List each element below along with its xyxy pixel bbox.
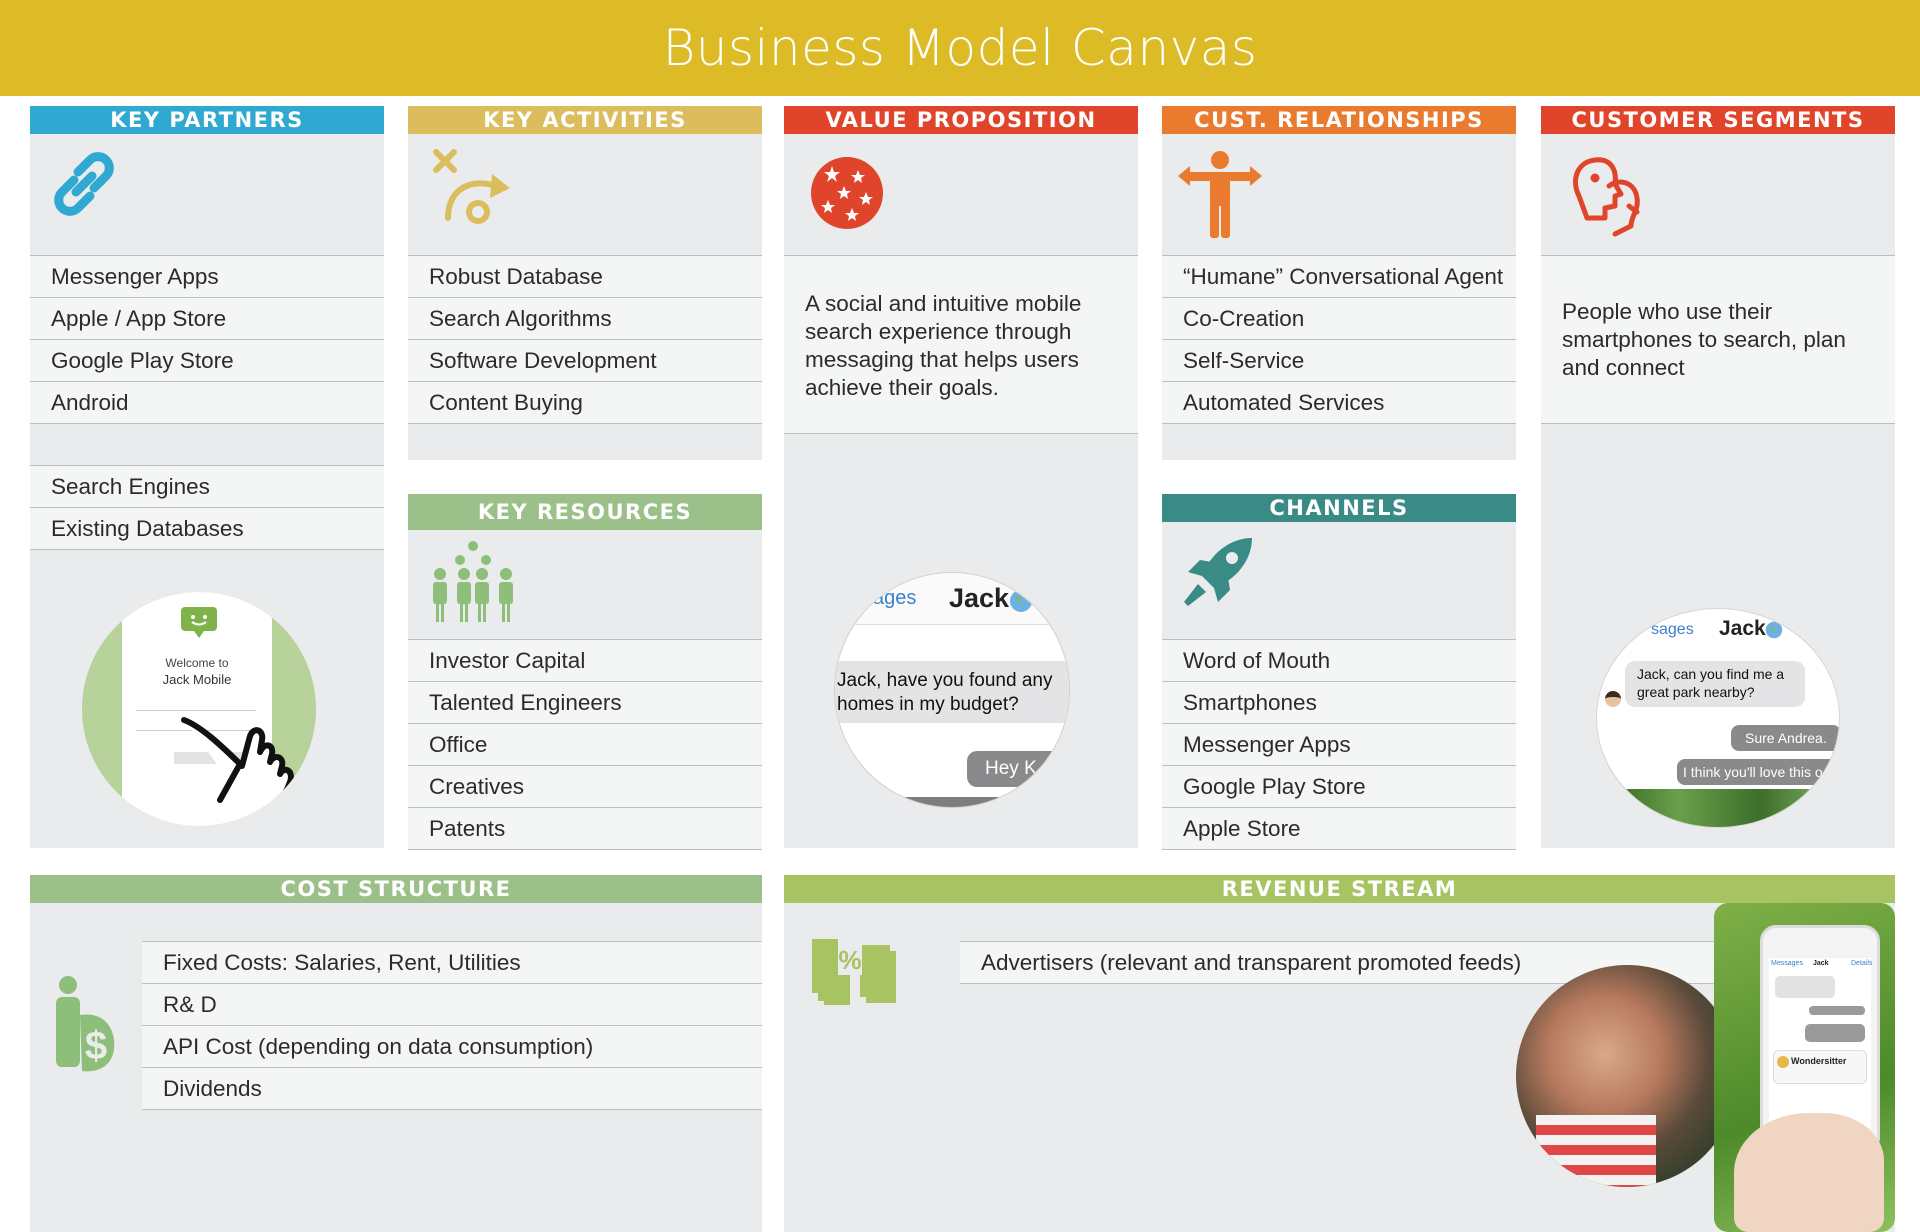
chat-reply-text: I think you'll love this o <box>1683 764 1823 780</box>
list-item: Advertisers (relevant and transparent promoted feeds) <box>960 942 1740 984</box>
customer-segments-icon-zone <box>1541 134 1895 256</box>
list-item: Messenger Apps <box>30 256 384 298</box>
list-item: API Cost (depending on data consumption) <box>142 1026 762 1068</box>
cust-relationships-icon-zone <box>1162 134 1516 256</box>
globe-icon <box>1765 621 1783 639</box>
phone-back-label: Messages <box>1771 960 1803 967</box>
cust-relationships-header: CUST. RELATIONSHIPS <box>1162 106 1516 134</box>
key-partners-panel <box>30 106 384 848</box>
list-item: Fixed Costs: Salaries, Rent, Utilities <box>142 942 762 984</box>
phone-card-logo <box>1777 1056 1789 1068</box>
chat-bubble-icon <box>180 606 218 640</box>
list-item: “Humane” Conversational Agent <box>1162 256 1516 298</box>
chat-reply-text: Sure Andrea. <box>1745 730 1827 746</box>
svg-text:$: $ <box>84 1024 108 1068</box>
list-item: Apple / App Store <box>30 298 384 340</box>
list-item: Apple Store <box>1162 808 1516 850</box>
channels-list <box>1162 640 1516 850</box>
key-activities-header: KEY ACTIVITIES <box>408 106 762 134</box>
list-item: R& D <box>142 984 762 1026</box>
list-item: Co-Creation <box>1162 298 1516 340</box>
park-photo <box>1597 789 1840 828</box>
rocket-icon <box>1180 534 1256 610</box>
svg-text:%: % <box>838 945 862 975</box>
list-item: Smartphones <box>1162 682 1516 724</box>
list-item: Robust Database <box>408 256 762 298</box>
channels-icon-zone <box>1162 522 1516 640</box>
key-resources-panel <box>408 494 762 848</box>
revenue-stream-header: REVENUE STREAM <box>784 875 1895 903</box>
value-proposition-text-zone <box>784 256 1138 434</box>
strategy-icon <box>432 148 512 230</box>
revenue-stream-panel <box>784 875 1895 1232</box>
money-bag-icon <box>46 975 118 1075</box>
chain-link-icon <box>48 148 120 220</box>
list-item: Messenger Apps <box>1162 724 1516 766</box>
list-item: Dividends <box>142 1068 762 1110</box>
chat-back-label: ages <box>873 587 917 609</box>
photo-shirt-stripes <box>1536 1115 1656 1187</box>
list-item: Patents <box>408 808 762 850</box>
list-item: Word of Mouth <box>1162 640 1516 682</box>
cust-relationships-panel <box>1162 106 1516 460</box>
channels-panel <box>1162 494 1516 848</box>
phone-screen <box>1769 958 1871 1128</box>
key-activities-list <box>408 256 762 424</box>
globe-icon <box>1009 589 1033 613</box>
key-partners-list <box>30 256 384 424</box>
cust-relationships-list <box>1162 256 1516 424</box>
list-item: Talented Engineers <box>408 682 762 724</box>
value-proposition-icon-zone <box>784 134 1138 256</box>
chat-bottom-bar <box>835 797 1070 808</box>
faces-icon <box>1569 156 1645 238</box>
list-item: Self-Service <box>1162 340 1516 382</box>
phone-in-hand-photo <box>1714 903 1895 1232</box>
list-item: Content Buying <box>408 382 762 424</box>
list-item: Search Algorithms <box>408 298 762 340</box>
value-proposition-text: A social and intuitive mobile search experience through messaging that helps users achieve their goals. <box>805 291 1082 400</box>
customer-segments-header: CUSTOMER SEGMENTS <box>1541 106 1895 134</box>
key-partners-icon-zone <box>30 134 384 256</box>
list-item: Creatives <box>408 766 762 808</box>
phone-contact-name: Jack <box>1813 960 1829 967</box>
phone-bubble <box>1809 1006 1865 1015</box>
list-item: Search Engines <box>30 466 384 508</box>
chat-contact-name: Jack <box>949 583 1010 613</box>
phone-signup-illustration <box>82 592 316 826</box>
list-item: Existing Databases <box>30 508 384 550</box>
hand-shape <box>1734 1113 1884 1232</box>
chat-incoming-text: Jack, have you found any homes in my budget? <box>837 670 1053 715</box>
list-item: Google Play Store <box>30 340 384 382</box>
customer-segments-text: People who use their smartphones to search, plan and connect <box>1562 299 1846 380</box>
chat-screenshot-circle <box>1596 608 1840 828</box>
key-resources-list <box>408 640 762 850</box>
cost-structure-list <box>142 941 762 1110</box>
page-title: Business Model Canvas <box>662 19 1258 77</box>
stars-icon <box>810 156 884 230</box>
channels-header: CHANNELS <box>1162 494 1516 522</box>
chat-reply-text: Hey K <box>985 758 1037 779</box>
chat-incoming-text: Jack, can you find me a great park nearby? <box>1637 666 1785 700</box>
key-resources-icon-zone <box>408 530 762 640</box>
key-activities-panel <box>408 106 762 460</box>
chat-screenshot-circle <box>834 572 1070 808</box>
chat-back-label: sages <box>1651 621 1694 638</box>
phone-details-label: Details <box>1851 960 1873 967</box>
key-partners-list-2 <box>30 466 384 550</box>
value-proposition-header: VALUE PROPOSITION <box>784 106 1138 134</box>
team-icon <box>430 540 516 626</box>
family-photo <box>1516 965 1738 1187</box>
value-proposition-panel <box>784 106 1138 848</box>
phone-bubble <box>1775 976 1835 998</box>
phone-card-title: Wondersitter <box>1791 1056 1847 1066</box>
phone-bubble <box>1805 1024 1865 1042</box>
cost-structure-header: COST STRUCTURE <box>30 875 762 903</box>
phone-app-name: Jack Mobile <box>162 672 232 687</box>
person-icon <box>1178 150 1262 240</box>
list-item: Investor Capital <box>408 640 762 682</box>
chat-contact-name: Jack <box>1719 617 1766 640</box>
phone-welcome-text: Welcome to <box>165 656 229 670</box>
title-banner <box>0 0 1920 96</box>
list-spacer <box>30 424 384 466</box>
percent-documents-icon <box>812 939 912 1005</box>
hand-pointer-icon <box>180 696 316 816</box>
cost-structure-panel <box>30 875 762 1232</box>
list-item: Software Development <box>408 340 762 382</box>
list-item: Automated Services <box>1162 382 1516 424</box>
user-avatar <box>1605 691 1621 707</box>
customer-segments-panel <box>1541 106 1895 848</box>
key-resources-header: KEY RESOURCES <box>408 494 762 530</box>
key-partners-header: KEY PARTNERS <box>30 106 384 134</box>
list-item: Office <box>408 724 762 766</box>
key-activities-icon-zone <box>408 134 762 256</box>
list-item: Android <box>30 382 384 424</box>
list-item: Google Play Store <box>1162 766 1516 808</box>
customer-segments-text-zone <box>1541 256 1895 424</box>
